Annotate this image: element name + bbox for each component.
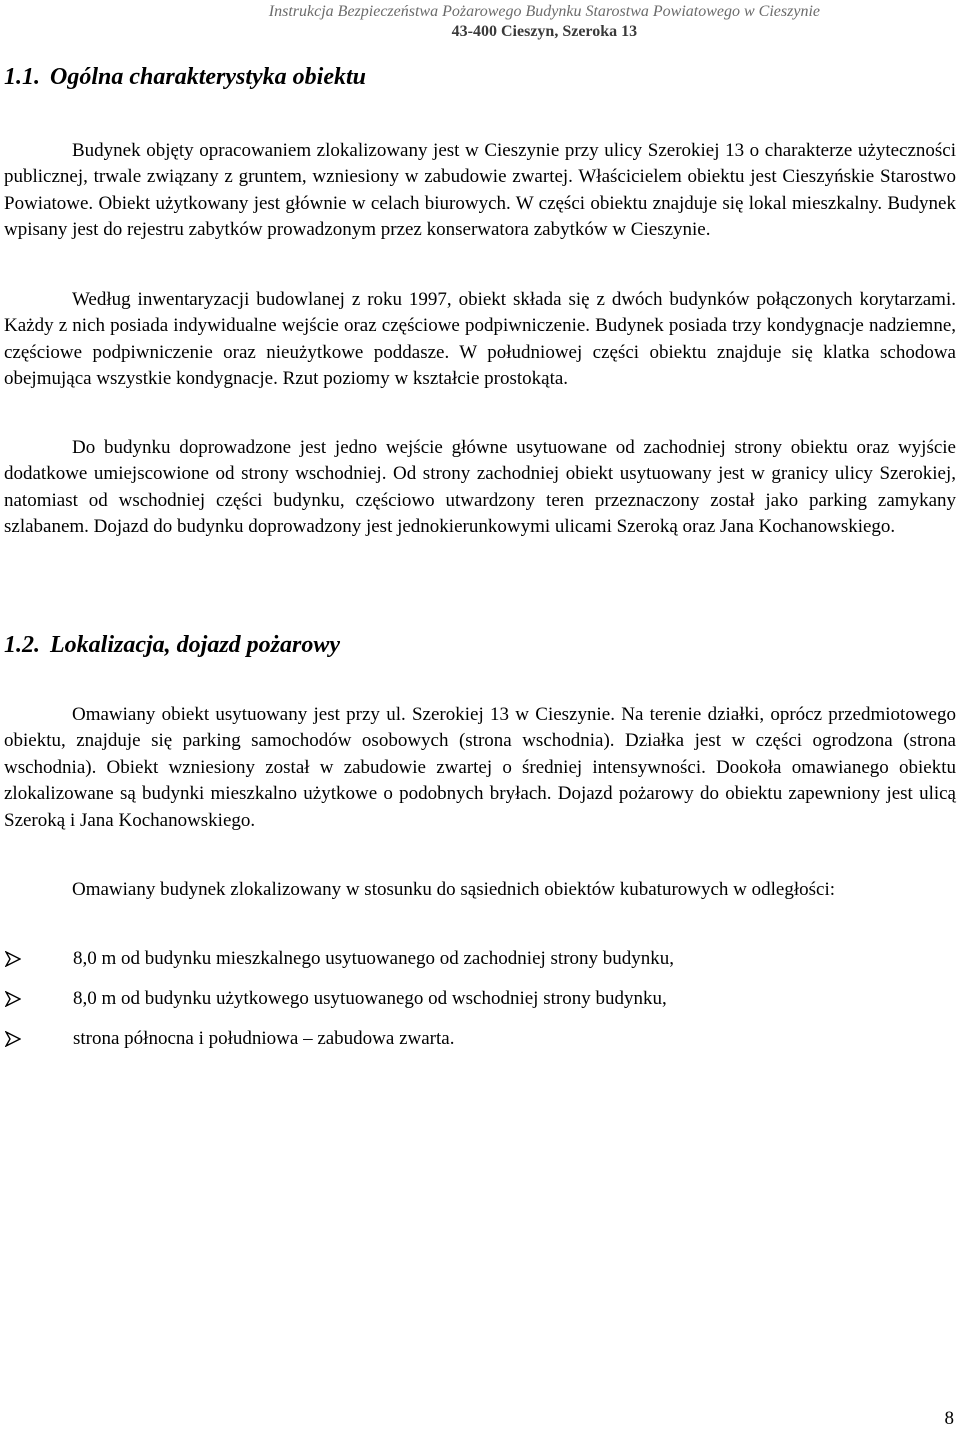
paragraph: Omawiany budynek zlokalizowany w stosunku do sąsiednich obiektów kubaturowych w odległości:: [72, 879, 836, 900]
section-number: 1.1.: [4, 64, 40, 90]
paragraph: Omawiany obiekt usytuowany jest przy ul. Szerokiej 13 w Cieszynie. Na terenie działki, oprócz przedmiotowego obiektu, znajduje się parking samochodów osobowych (strona wschodnia). Działka jest w części ogrodzona (strona wschodnia). Obiekt wzniesiony został w zabudowie zwartej o średniej intensywności. Dookoła omawianego obiektu zlokalizowane są budynki mieszkalno użytkowe o podobnych bryłach. Dojazd pożarowy do obiektu zapewniony jest ulicą Szeroką i Jana Kochanowskiego.: [4, 704, 956, 831]
section-title: Lokalizacja, dojazd pożarowy: [50, 632, 341, 658]
list-item: [4, 939, 956, 979]
section-heading-1: [4, 62, 366, 92]
page-header: [269, 2, 820, 42]
arrowhead-bullet-icon: [5, 991, 21, 1007]
distance-list: [4, 939, 956, 1059]
arrowhead-bullet-icon: [5, 1031, 21, 1047]
list-item-text: strona północna i południowa – zabudowa zwarta.: [73, 1028, 455, 1049]
list-item: [4, 979, 956, 1019]
section-title: Ogólna charakterystyka obiektu: [50, 64, 366, 90]
list-item-text: 8,0 m od budynku użytkowego usytuowanego od wschodniej strony budynku,: [73, 988, 667, 1009]
paragraph: Budynek objęty opracowaniem zlokalizowany jest w Cieszynie przy ulicy Szerokiej 13 o charakterze użyteczności publicznej, trwale związany z gruntem, wzniesiony w zabudowie zwartej. Właścicielem obiektu jest Cieszyńskie Starostwo Powiatowe. Obiekt użytkowany jest głównie w celach biurowych. W części obiektu znajduje się lokal mieszkalny. Budynek wpisany jest do rejestru zabytków prowadzonym przez konserwatora zabytków w Cieszynie.: [4, 140, 956, 241]
paragraph: Według inwentaryzacji budowlanej z roku 1997, obiekt składa się z dwóch budynków połączonych korytarzami. Każdy z nich posiada indywidualne wejście oraz częściowe podpiwniczenie. Budynek posiada trzy kondygnacje nadziemne, częściowe podpiwniczenie oraz nieużytkowe poddasze. W południowej części obiektu znajduje się klatka schodowa obejmująca wszystkie kondygnacje. Rzut poziomy w kształcie prostokąta.: [4, 289, 956, 390]
arrowhead-bullet-icon: [5, 951, 21, 967]
page-number: 8: [944, 1408, 954, 1429]
document-title: Instrukcja Bezpieczeństwa Pożarowego Budynku Starostwa Powiatowego w Cieszynie: [268, 3, 820, 20]
paragraph: Do budynku doprowadzone jest jedno wejście główne usytuowane od zachodniej strony obiektu oraz wyjście dodatkowe umiejscowione od strony wschodniej. Od strony zachodniej obiekt usytuowany jest w granicy ulicy Szerokiej, natomiast od wschodniej części budynku, częściowo utwardzony teren przeznaczony został jako parking zamykany szlabanem. Dojazd do budynku doprowadzony jest jednokierunkowymi ulicami Szeroką oraz Jana Kochanowskiego.: [4, 437, 956, 538]
section-number: 1.2.: [4, 632, 40, 658]
section-heading-2: [4, 630, 340, 660]
list-item: [4, 1019, 956, 1059]
document-address: 43-400 Cieszyn, Szeroka 13: [451, 23, 638, 40]
list-item-text: 8,0 m od budynku mieszkalnego usytuowanego od zachodniej strony budynku,: [73, 948, 675, 969]
